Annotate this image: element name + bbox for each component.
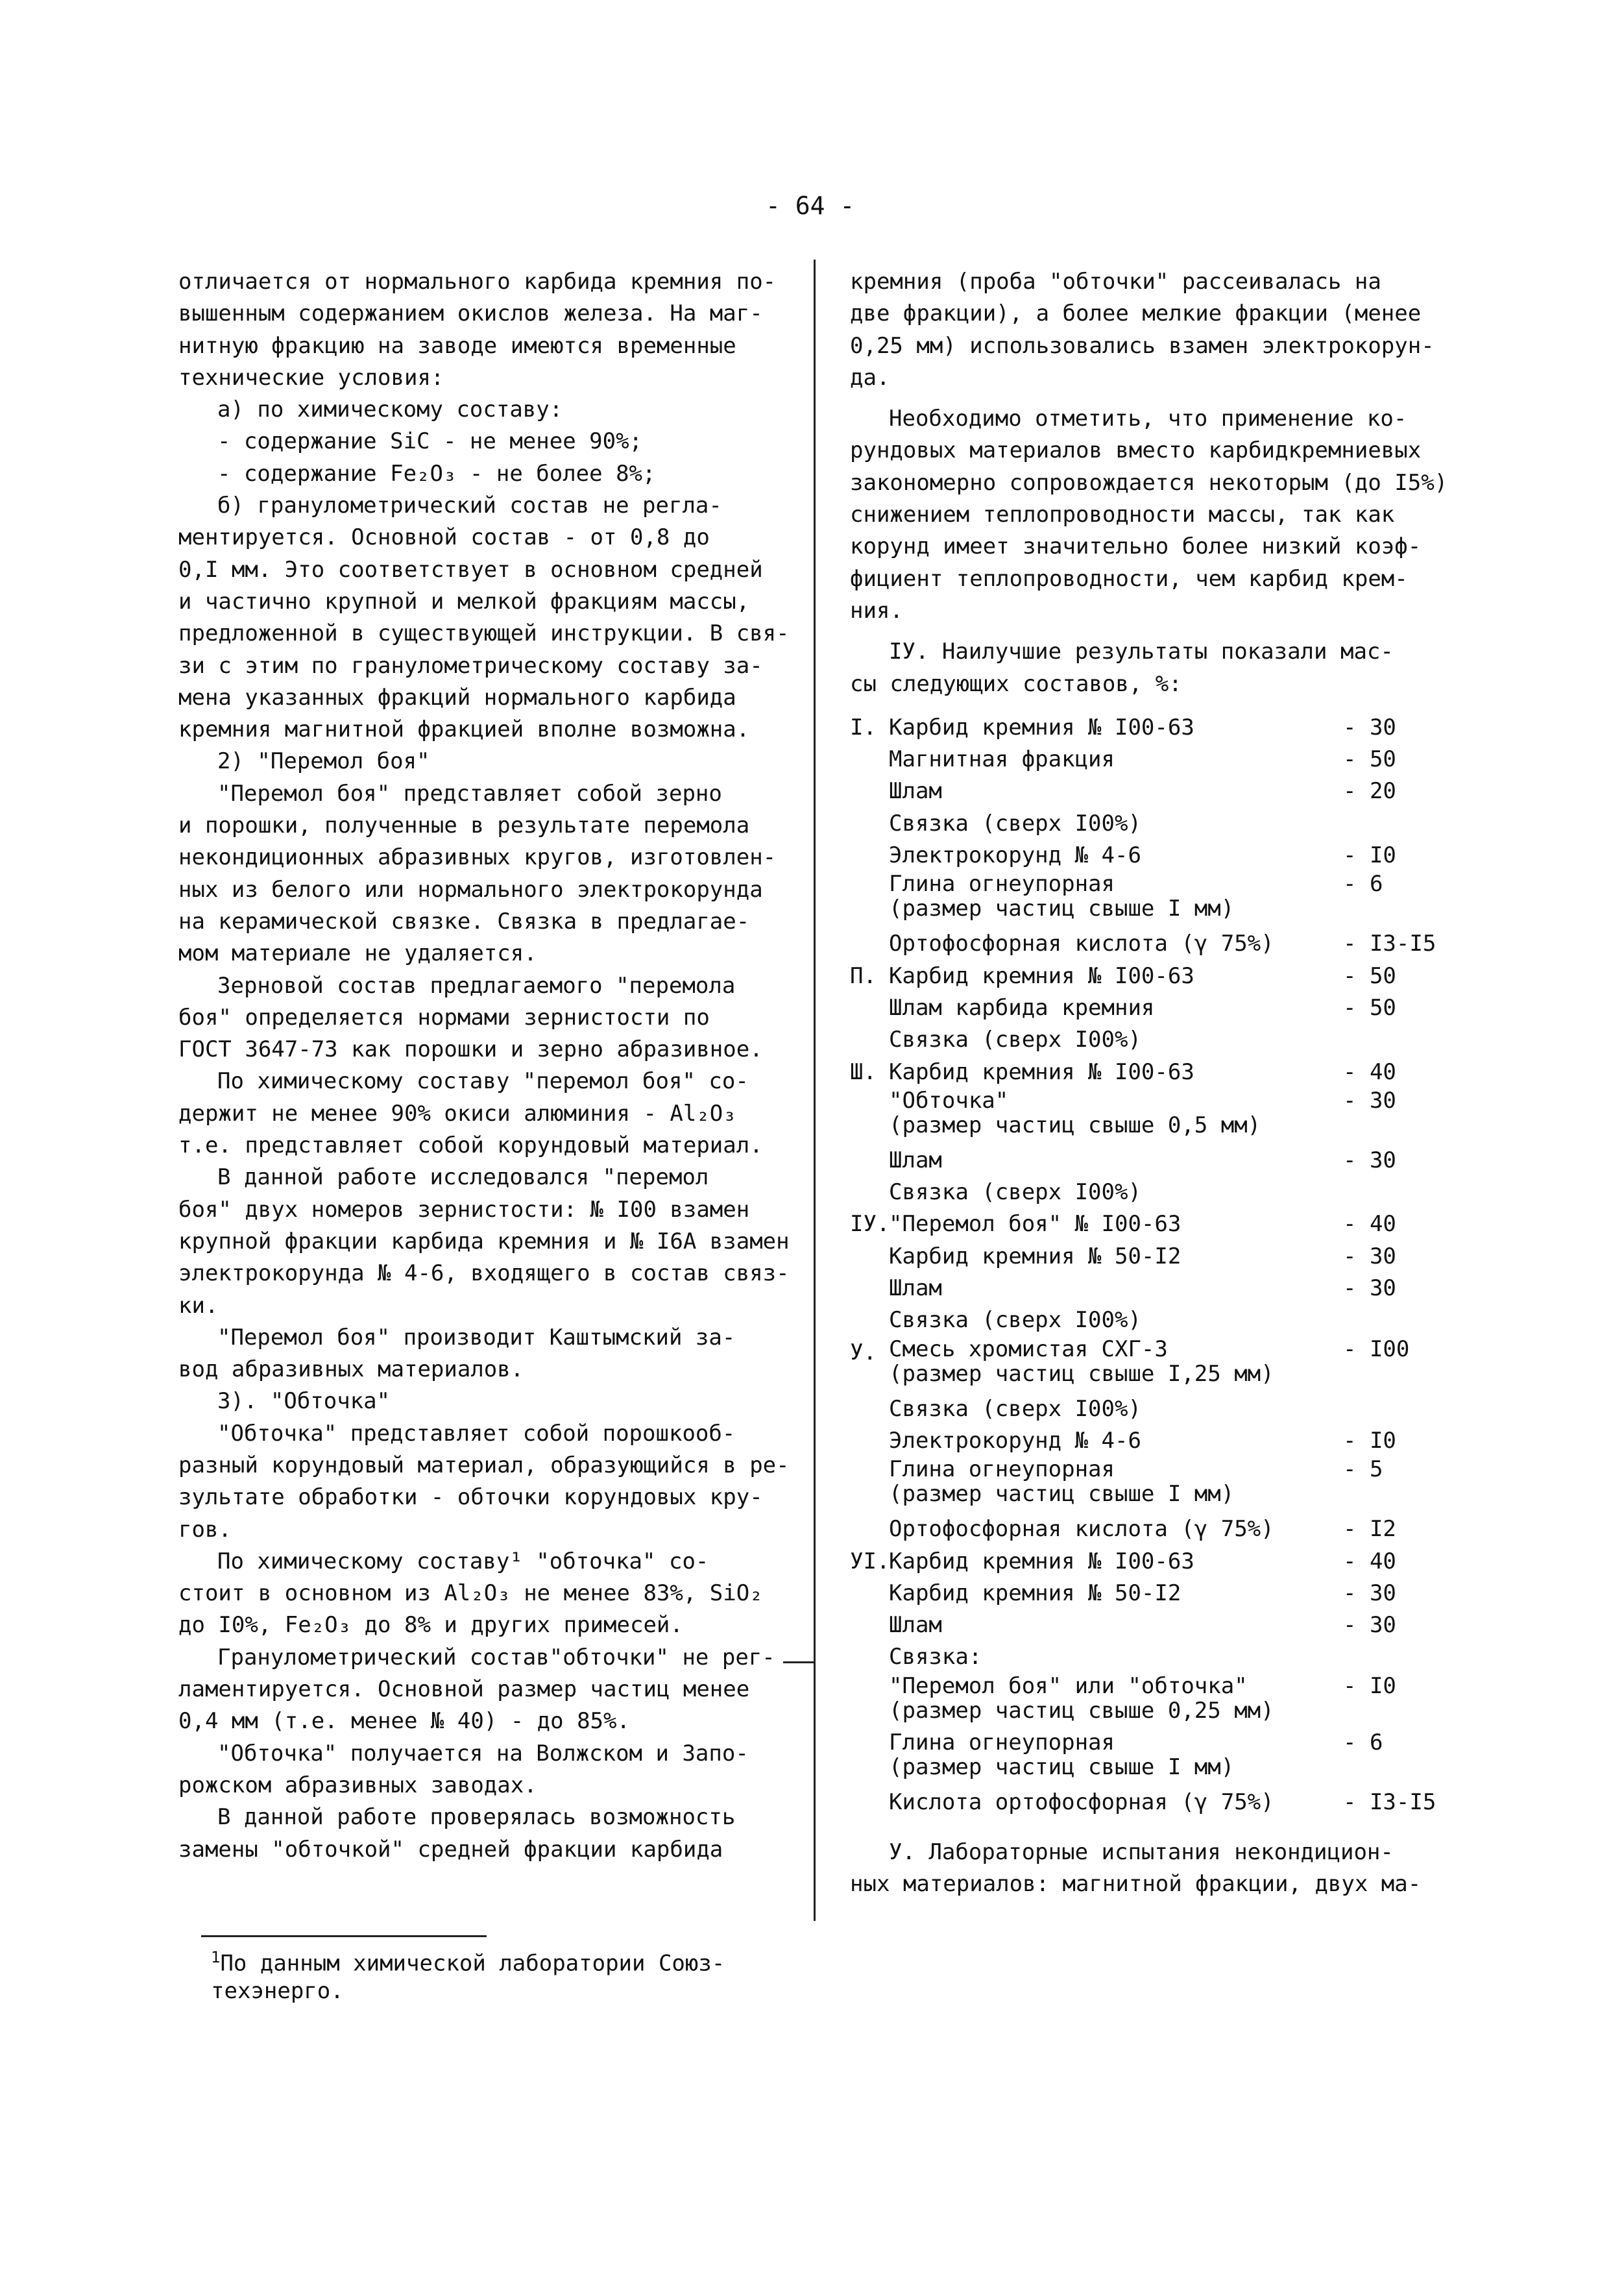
text-line: некондиционных абразивных кругов, изготовлен- — [178, 844, 777, 871]
component-value: - 30 — [1343, 1580, 1396, 1606]
text-line: 0,4 мм (т.е. менее № 40) - до 85%. — [178, 1708, 630, 1735]
composition-row — [850, 1024, 1505, 1056]
composition-number — [850, 1241, 889, 1273]
composition-row — [850, 1088, 1505, 1138]
composition-row — [850, 1787, 1505, 1818]
composition-row — [850, 1393, 1505, 1425]
text-line: По химическому составу "перемол боя" со- — [217, 1068, 749, 1095]
component-name: Магнитная фракция — [889, 746, 1115, 773]
component-name: Связка (сверх I00%) — [889, 1395, 1141, 1422]
component-value: - 40 — [1343, 1548, 1396, 1574]
text-line: IУ. Наилучшие результаты показали мас- — [889, 639, 1394, 665]
composition-number — [850, 1425, 889, 1457]
component-name: Смесь хромистая СХГ-3 (размер частиц свыше I,25 мм) — [889, 1336, 1274, 1387]
text-line: рожском абразивных заводах. — [178, 1772, 537, 1798]
component-value: - 30 — [1343, 1612, 1396, 1639]
component-name: Связка (сверх I00%) — [889, 810, 1141, 837]
component-name: Связка (сверх I00%) — [889, 1027, 1141, 1053]
text-line: зи с этим по гранулометрическому составу за- — [178, 652, 763, 679]
section-heading: 2) "Перемол боя" — [217, 748, 430, 775]
composition-row — [850, 1457, 1505, 1506]
text-line: "Обточка" представляет собой порошкооб- — [217, 1420, 736, 1447]
text-line: ГОСТ 3647-73 как порошки и зерно абразивное. — [178, 1036, 763, 1063]
composition-row — [850, 960, 1505, 992]
text-line: две фракции), а более мелкие фракции (менее — [850, 300, 1422, 327]
right-column — [850, 266, 1505, 1901]
component-value: - I00 — [1343, 1336, 1410, 1362]
text-line: "Перемол боя" производит Каштымский за- — [217, 1324, 736, 1350]
component-value: - 30 — [1343, 714, 1396, 740]
text-line: технические условия: — [178, 364, 444, 391]
text-line: предложенной в существующей инструкции. В свя- — [178, 620, 790, 647]
composition-row — [850, 1513, 1505, 1545]
text-line: нитную фракцию на заводе имеются временные — [178, 332, 736, 359]
text-line: - содержание Fe₂O₃ - не более 8%; — [217, 460, 656, 487]
composition-row — [850, 1730, 1505, 1779]
component-value: - 50 — [1343, 746, 1396, 773]
divider-tick — [783, 1661, 816, 1663]
composition-row — [850, 712, 1505, 744]
text-line: рундовых материалов вместо карбидкремниевых — [850, 437, 1422, 464]
composition-row — [850, 1337, 1505, 1386]
composition-row — [850, 1241, 1505, 1273]
text-line: б) гранулометрический состав не регла- — [217, 493, 722, 519]
component-value: - 30 — [1343, 1243, 1396, 1269]
composition-number — [850, 744, 889, 776]
text-line: на керамической связке. Связка в предлагае- — [178, 908, 750, 935]
component-name: Связка (сверх I00%) — [889, 1307, 1141, 1334]
composition-number — [850, 928, 889, 960]
composition-number — [850, 1513, 889, 1545]
text-line: мена указанных фракций нормального карбида — [178, 684, 736, 711]
text-line: и частично крупной и мелкой фракциям массы, — [178, 588, 750, 615]
text-line: гов. — [178, 1516, 232, 1543]
text-line: разный корундовый материал, образующийся в ре- — [178, 1452, 790, 1478]
text-line: а) по химическому составу: — [217, 397, 563, 423]
component-name: Глина огнеупорная (размер частиц свыше I мм) — [889, 1729, 1235, 1780]
composition-number — [850, 992, 889, 1024]
text-line: держит не менее 90% окиси алюминия - Al₂O₃ — [178, 1100, 736, 1127]
component-name: Ортофосфорная кислота (γ 75%) — [889, 1516, 1274, 1543]
composition-row — [850, 1425, 1505, 1457]
component-value: - 30 — [1343, 1087, 1396, 1114]
compositions-table — [850, 712, 1505, 1818]
text-line: кремния магнитной фракцией вполне возможна. — [178, 716, 750, 743]
composition-number — [850, 840, 889, 872]
text-line: По химическому составу¹ "обточка" со- — [217, 1548, 709, 1574]
composition-row — [850, 744, 1505, 776]
text-line: до I0%, Fe₂O₃ до 8% и других примесей. — [178, 1612, 683, 1639]
component-name: Глина огнеупорная (размер частиц свыше I мм) — [889, 871, 1235, 922]
composition-number — [850, 808, 889, 840]
composition-row — [850, 1609, 1505, 1641]
text-line: т.е. представляет собой корундовый материал. — [178, 1132, 763, 1159]
composition-number — [850, 1457, 889, 1506]
component-name: Шлам — [889, 1147, 942, 1173]
composition-row — [850, 808, 1505, 840]
text-line: и порошки, полученные в результате перемола — [178, 813, 750, 839]
component-name: Шлам карбида кремния — [889, 994, 1155, 1021]
composition-row — [850, 840, 1505, 872]
component-value: - I0 — [1343, 1672, 1396, 1699]
composition-row — [850, 1546, 1505, 1578]
component-name: Электрокорунд № 4-6 — [889, 1427, 1141, 1454]
text-line: Гранулометрический состав"обточки" не рег- — [217, 1644, 775, 1670]
component-name: Кислота ортофосфорная (γ 75%) — [889, 1789, 1274, 1815]
text-line: ламентируется. Основной размер частиц менее — [178, 1676, 750, 1703]
composition-row — [850, 928, 1505, 960]
component-name: Шлам — [889, 1612, 942, 1639]
composition-row — [850, 1145, 1505, 1177]
composition-number — [850, 1578, 889, 1609]
component-name: Связка: — [889, 1644, 982, 1670]
text-line: 0,I мм. Это соответствует в основном средней — [178, 556, 763, 583]
text-line: фициент теплопроводности, чем карбид крем- — [850, 565, 1408, 592]
text-line: - содержание SiC - не менее 90%; — [217, 428, 643, 455]
component-value: - 5 — [1343, 1456, 1383, 1483]
composition-number — [850, 1304, 889, 1336]
composition-number — [850, 1730, 889, 1779]
footnote-line — [211, 1944, 808, 1977]
component-name: Связка (сверх I00%) — [889, 1179, 1141, 1206]
text-line: ки. — [178, 1292, 219, 1319]
component-name: Карбид кремния № I00-63 — [889, 714, 1194, 740]
text-line: корунд имеет значительно более низкий коэф- — [850, 533, 1422, 560]
composition-row — [850, 1578, 1505, 1609]
text-line: крупной фракции карбида кремния и № I6А взамен — [178, 1228, 790, 1254]
text-line: кремния (проба "обточки" рассеивалась на — [850, 269, 1381, 295]
text-line: стоит в основном из Al₂O₃ не менее 83%, SiO₂ — [178, 1580, 763, 1607]
column-divider — [814, 260, 816, 1921]
composition-number — [850, 1145, 889, 1177]
text-line: ных из белого или нормального электрокорунда — [178, 876, 763, 903]
text-line: 0,25 мм) использовались взамен электрокорун- — [850, 332, 1435, 359]
text-line: замены "обточкой" средней фракции карбида — [178, 1836, 723, 1863]
composition-row — [850, 1641, 1505, 1673]
component-value: - 6 — [1343, 1729, 1383, 1755]
component-value: - 20 — [1343, 778, 1396, 805]
text-line: вод абразивных материалов. — [178, 1356, 524, 1383]
footnote-rule — [201, 1935, 487, 1937]
composition-number — [850, 1787, 889, 1818]
composition-number — [850, 776, 889, 807]
text-line: отличается от нормального карбида кремния по- — [178, 269, 777, 295]
text-line: снижением теплопроводности массы, так как — [850, 502, 1395, 528]
composition-row — [850, 1304, 1505, 1336]
text-line: В данной работе проверялась возможность — [217, 1804, 736, 1831]
footnote-mark: 1 — [211, 1948, 221, 1966]
composition-row — [850, 1057, 1505, 1088]
text-line: "Перемол боя" представляет собой зерно — [217, 780, 722, 807]
text-line: ментируется. Основной состав - от 0,8 до — [178, 524, 710, 551]
component-value: - 50 — [1343, 994, 1396, 1021]
composition-number: Ш. — [850, 1058, 877, 1085]
composition-row — [850, 1273, 1505, 1304]
component-value: - I0 — [1343, 842, 1396, 869]
composition-number — [850, 1674, 889, 1723]
text-line: Зерновой состав предлагаемого "перемола — [217, 972, 736, 999]
component-value: - 40 — [1343, 1058, 1396, 1085]
text-line: мом материале не удаляется. — [178, 940, 537, 967]
section-heading: 3). "Обточка" — [217, 1388, 391, 1415]
component-value: - I3-I5 — [1343, 931, 1436, 957]
component-value: - 30 — [1343, 1275, 1396, 1302]
component-value: - I0 — [1343, 1427, 1396, 1454]
composition-number: П. — [850, 962, 877, 989]
component-value: - I3-I5 — [1343, 1789, 1436, 1815]
composition-number — [850, 1024, 889, 1056]
text-line: "Обточка" получается на Волжском и Запо- — [217, 1740, 749, 1766]
component-value: - 6 — [1343, 871, 1383, 898]
text-line: ных материалов: магнитной фракции, двух ма- — [850, 1871, 1422, 1898]
text-line: боя" двух номеров зернистости: № I00 взамен — [178, 1196, 750, 1223]
component-name: Электрокорунд № 4-6 — [889, 842, 1141, 869]
text-line: да. — [850, 364, 890, 391]
text-line: закономерно сопровождается некоторым (до I5%) — [850, 469, 1448, 496]
component-name: Ортофосфорная кислота (γ 75%) — [889, 931, 1274, 957]
component-value: - 50 — [1343, 962, 1396, 989]
text-line: электрокорунда № 4-6, входящего в состав связ- — [178, 1260, 790, 1287]
text-line: вышенным содержанием окислов железа. На маг- — [178, 300, 763, 327]
component-name: Карбид кремния № 50-I2 — [889, 1243, 1182, 1269]
composition-row — [850, 1208, 1505, 1240]
composition-row — [850, 992, 1505, 1024]
composition-number: I. — [850, 714, 877, 740]
footnote-line: техэнерго. — [211, 1978, 344, 2005]
composition-row — [850, 872, 1505, 921]
composition-number — [850, 1088, 889, 1138]
text-line: зультате обработки - обточки корундовых кру- — [178, 1484, 763, 1511]
composition-number: У. — [850, 1339, 877, 1365]
component-name: "Перемол боя" № I00-63 — [889, 1211, 1182, 1238]
component-value: - I2 — [1343, 1516, 1396, 1543]
page-number: - 64 - — [766, 191, 855, 220]
composition-row — [850, 1674, 1505, 1723]
component-name: Глина огнеупорная (размер частиц свыше I мм) — [889, 1456, 1235, 1508]
component-name: "Обточка" (размер частиц свыше 0,5 мм) — [889, 1087, 1261, 1138]
text-line: У. Лабораторные испытания некондицион- — [889, 1839, 1394, 1865]
composition-number: IУ. — [850, 1211, 890, 1238]
component-name: Карбид кремния № I00-63 — [889, 1058, 1194, 1085]
composition-number — [850, 1393, 889, 1425]
composition-number — [850, 1609, 889, 1641]
composition-number — [850, 1177, 889, 1208]
text-line: сы следующих составов, %: — [850, 670, 1182, 697]
composition-number — [850, 1641, 889, 1673]
component-name: Шлам — [889, 1275, 942, 1302]
component-name: "Перемол боя" или "обточка" (размер частиц свыше 0,25 мм) — [889, 1672, 1274, 1724]
left-column — [178, 266, 798, 1866]
text-line: В данной работе исследовался "перемол — [217, 1164, 709, 1191]
footnote-text: По данным химической лаборатории Союз- — [220, 1950, 725, 1977]
component-name: Шлам — [889, 778, 942, 805]
component-name: Карбид кремния № 50-I2 — [889, 1580, 1182, 1606]
component-name: Карбид кремния № I00-63 — [889, 1548, 1194, 1574]
text-line: боя" определяется нормами зернистости по — [178, 1004, 710, 1031]
text-line: ния. — [850, 597, 903, 624]
text-line: Необходимо отметить, что применение ко- — [889, 406, 1407, 432]
footnote — [211, 1944, 808, 2005]
component-value: - 30 — [1343, 1147, 1396, 1173]
composition-number: УI. — [850, 1548, 890, 1574]
composition-row — [850, 1177, 1505, 1208]
composition-number — [850, 872, 889, 921]
component-value: - 40 — [1343, 1211, 1396, 1238]
component-name: Карбид кремния № I00-63 — [889, 962, 1194, 989]
composition-row — [850, 776, 1505, 807]
composition-number — [850, 1273, 889, 1304]
